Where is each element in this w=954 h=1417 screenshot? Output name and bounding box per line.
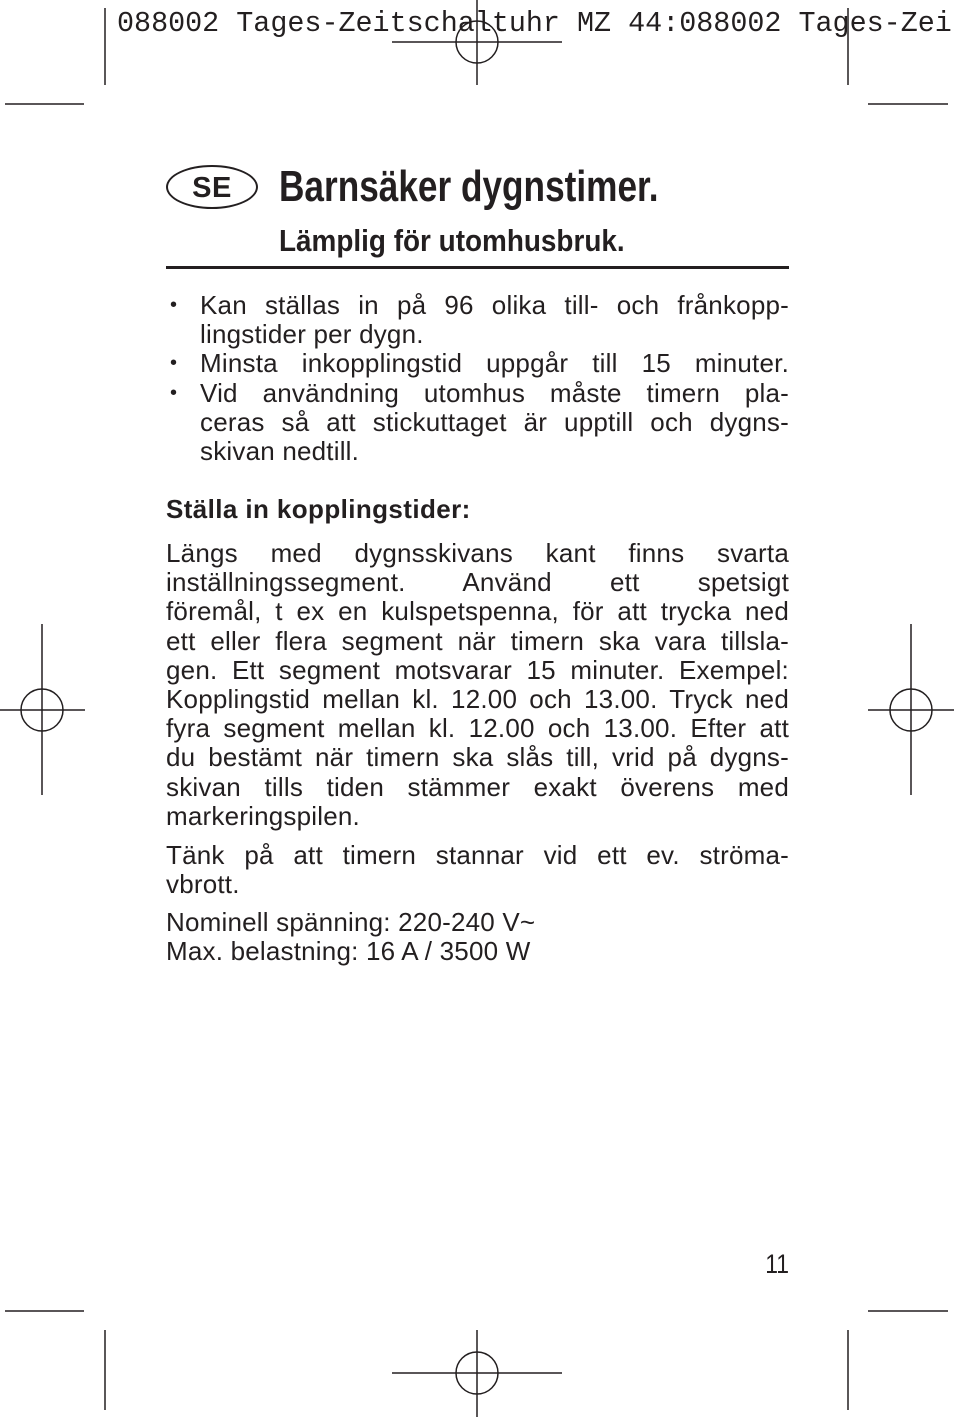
registration-mark-bottom xyxy=(392,1330,562,1417)
text-line: inställningssegment. Använd ett spetsigt xyxy=(166,567,789,598)
feature-item xyxy=(200,291,789,349)
page-title: Barnsäker dygnstimer. xyxy=(279,162,659,211)
text-line: vbrott. xyxy=(166,869,240,900)
text-line: • Minsta inkopplingstid uppgår till 15 minuter. xyxy=(200,348,789,379)
max-load: Max. belastning: 16 A / 3500 W xyxy=(166,936,531,967)
text-line: skivan tills tiden stämmer exakt överens med xyxy=(166,771,789,802)
section-heading: Ställa in kopplingstider: xyxy=(166,494,471,524)
print-slug: 088002 Tages-Zeitschaltuhr MZ 44:088002 Tages-Zei xyxy=(117,10,952,39)
language-code: SE xyxy=(192,171,232,204)
text-line: Kopplingstid mellan kl. 12.00 och 13.00. Tryck ned xyxy=(166,684,789,715)
text-line: lingstider per dygn. xyxy=(200,319,424,350)
crop-mark-bottom-right xyxy=(848,1311,948,1410)
page-number: 11 xyxy=(765,1249,789,1279)
feature-list xyxy=(200,291,789,466)
text-line: ett eller flera segment när timern ska vara tillsla- xyxy=(166,625,789,656)
language-badge xyxy=(166,165,258,209)
text-line: föremål, t ex en kulspetspenna, för att trycka ned xyxy=(166,596,789,627)
text-line: • Kan ställas in på 96 olika till- och frånkopp- xyxy=(200,290,789,320)
text-line: fyra segment mellan kl. 12.00 och 13.00. Efter att xyxy=(166,713,789,744)
text-line: ceras så att stickuttaget är upptill och dygns- xyxy=(200,406,789,437)
rated-voltage: Nominell spänning: 220-240 V~ xyxy=(166,907,536,937)
page-subtitle: Lämplig för utomhusbruk. xyxy=(279,223,625,258)
text-line: Tänk på att timern stannar vid ett ev. ströma- xyxy=(166,840,789,870)
text-line: gen. Ett segment motsvarar 15 minuter. Exempel: xyxy=(166,654,789,685)
text-line: • Vid användning utomhus måste timern pla- xyxy=(200,377,789,408)
specifications xyxy=(166,908,789,966)
crop-mark-bottom-left xyxy=(5,1311,105,1410)
registration-mark-left xyxy=(0,624,85,795)
registration-mark-right xyxy=(868,624,954,795)
crop-mark-top-left xyxy=(5,8,105,104)
text-line: skivan nedtill. xyxy=(200,436,360,467)
power-failure-note xyxy=(166,841,789,899)
text-line: Längs med dygnsskivans kant finns svarta xyxy=(166,538,789,568)
text-line: du bestämt när timern ska slås till, vrid på dygns- xyxy=(166,742,789,773)
title-rule xyxy=(166,266,789,269)
feature-item xyxy=(200,349,789,378)
feature-item xyxy=(200,379,789,467)
text-line: markeringspilen. xyxy=(166,800,360,831)
instruction-paragraph xyxy=(166,539,789,831)
